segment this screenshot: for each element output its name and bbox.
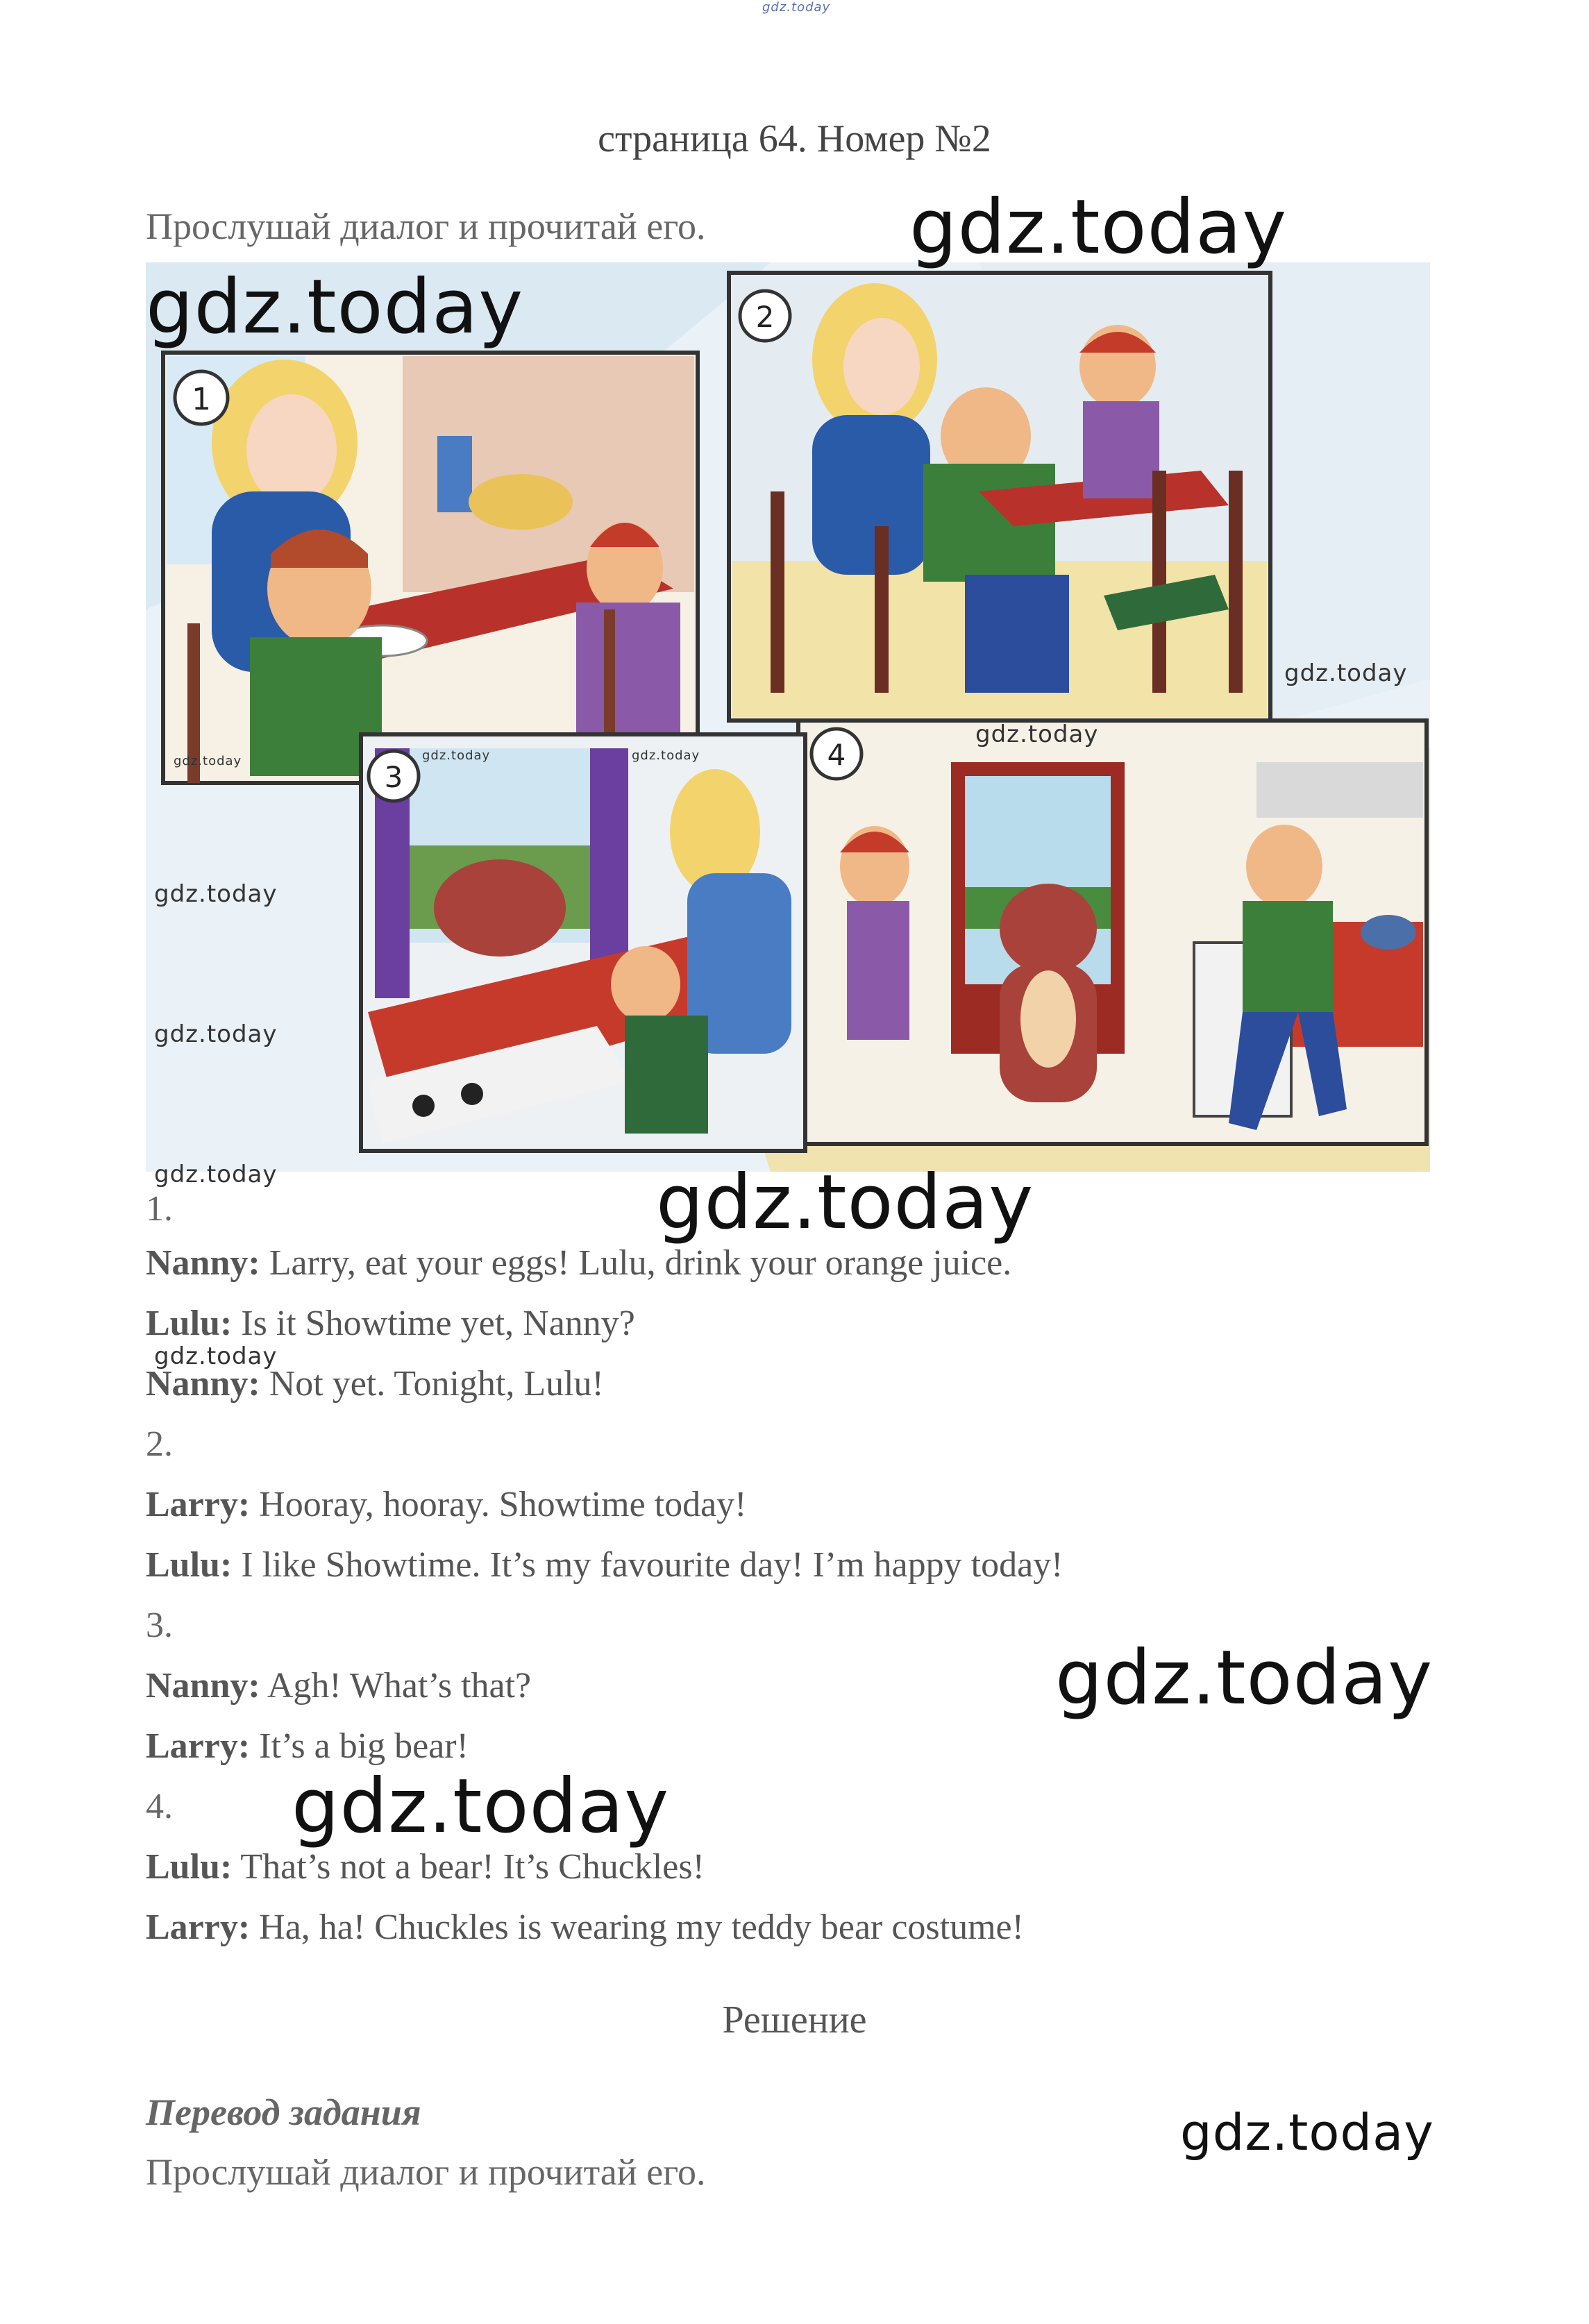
section-number: 4. (146, 1787, 173, 1826)
line-text: Larry, eat your eggs! Lulu, drink your orange juice. (260, 1243, 1012, 1283)
task-intro: Прослушай диалог и прочитай его. (146, 205, 706, 247)
panel-2 (729, 273, 1270, 721)
comic-illustration (146, 262, 1430, 1172)
panel-3-number: 3 (384, 760, 403, 794)
speaker: Larry: (146, 1726, 251, 1766)
speaker: Nanny: (146, 1243, 260, 1283)
panel-1 (163, 353, 698, 783)
line-text: Is it Showtime yet, Nanny? (232, 1304, 635, 1343)
speaker: Nanny: (146, 1666, 260, 1706)
watermark: gdz.today (154, 1342, 278, 1370)
watermark: gdz.today (1284, 659, 1408, 687)
watermark: gdz.today (422, 748, 491, 763)
speaker: Lulu: (146, 1304, 233, 1343)
watermark: gdz.today (154, 880, 278, 908)
watermark: gdz.today (154, 1161, 278, 1188)
dialogue-line (146, 1846, 705, 1887)
line-text: It’s a big bear! (250, 1726, 469, 1766)
speaker: Larry: (146, 1908, 251, 1947)
dialogue-line (146, 1363, 604, 1404)
page-title: страница 64. Номер №2 (598, 117, 991, 160)
panel-3 (361, 734, 805, 1151)
panel-4 (798, 721, 1427, 1144)
line-text: I like Showtime. It’s my favourite day! I’m happy today! (232, 1545, 1063, 1585)
dialogue-line (146, 1484, 747, 1525)
watermark: gdz.today (656, 1159, 1034, 1246)
line-text: Not yet. Tonight, Lulu! (260, 1364, 604, 1404)
speaker: Nanny: (146, 1364, 260, 1404)
solution-heading: Решение (722, 1998, 867, 2041)
translation-title: Перевод задания (146, 2091, 421, 2133)
section-number: 3. (146, 1606, 173, 1645)
line-text: Ha, ha! Chuckles is wearing my teddy bear costume! (250, 1908, 1024, 1947)
line-text: Hooray, hooray. Showtime today! (250, 1485, 747, 1524)
watermark: gdz.today (1055, 1635, 1434, 1721)
watermark: gdz.today (632, 748, 700, 763)
panel-4-number: 4 (827, 738, 846, 772)
dialogue-line (146, 1544, 1063, 1585)
panel-1-number: 1 (192, 382, 211, 417)
watermark: gdz.today (174, 754, 242, 768)
line-text: That’s not a bear! It’s Chuckles! (232, 1847, 705, 1887)
dialogue-line (146, 1303, 635, 1344)
watermark: gdz.today (292, 1763, 670, 1850)
dialogue-line (146, 1665, 531, 1706)
section-number: 2. (146, 1424, 173, 1464)
watermark: gdz.today (154, 1020, 278, 1048)
line-text: Agh! What’s that? (260, 1666, 532, 1706)
section-number: 1. (146, 1189, 173, 1229)
watermark: gdz.today (1180, 2103, 1434, 2162)
watermark-top: gdz.today (762, 0, 831, 15)
dialogue-line (146, 1726, 469, 1767)
speaker: Larry: (146, 1485, 251, 1524)
panel-2-number: 2 (755, 300, 775, 334)
watermark: gdz.today (909, 184, 1288, 271)
dialogue-line (146, 1907, 1024, 1948)
dialogue-line (146, 1243, 1011, 1283)
speaker: Lulu: (146, 1545, 233, 1585)
speaker: Lulu: (146, 1847, 233, 1887)
watermark: gdz.today (975, 721, 1099, 748)
translation-text: Прослушай диалог и прочитай его. (146, 2151, 706, 2193)
watermark: gdz.today (146, 264, 524, 351)
